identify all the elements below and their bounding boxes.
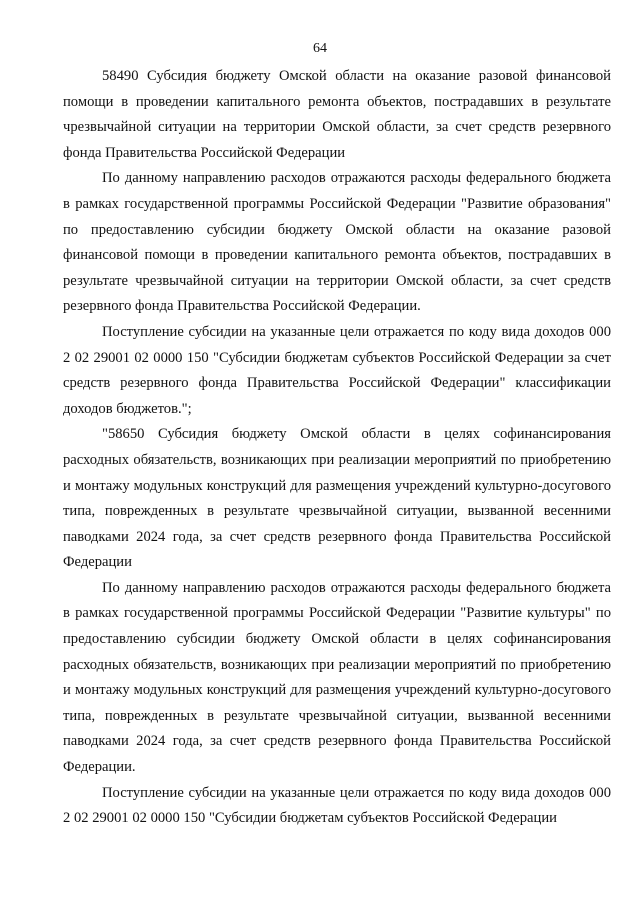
paragraph-subsidy-58650-title: "58650 Субсидия бюджету Омской области в целях софинансирования расходных обязательств, возникающих при реализации мероприятий по приобретению и монтажу модульных конструкций для размещения учреждений культурно-досугового типа, поврежденных в результате чрезвычайной ситуации, вызванной весенними паводками 2024 года, за счет средств резервного фонда Правительства Российской Федерации xyxy=(63,426,611,571)
paragraph-subsidy-58490-revenue-code: Поступление субсидии на указанные цели отражается по коду вида доходов 000 2 02 29001 02 0000 150 "Субсидии бюджетам субъектов Российской Федерации за счет средств резервного фонда Правительства Российской Федерации" классификации доходов бюджетов."; xyxy=(63,323,611,417)
paragraph-subsidy-58650-description: По данному направлению расходов отражаются расходы федерального бюджета в рамках государственной программы Российской Федерации "Развитие культуры" по предоставлению субсидии бюджету Омской области в целях софинансирования расходных обязательств, возникающих при реализации мероприятий по приобретению и монтажу модульных конструкций для размещения учреждений культурно-досугового типа, поврежденных в результате чрезвычайной ситуации, вызванной весенними паводками 2024 года, за счет средств резервного фонда Правительства Российской Федерации. xyxy=(63,579,611,776)
page-number: 64 xyxy=(313,41,327,56)
paragraph-subsidy-58490-description: По данному направлению расходов отражаются расходы федерального бюджета в рамках государственной программы Российской Федерации "Развитие образования" по предоставлению субсидии бюджету Омской области на оказание разовой финансовой помощи в проведении капитального ремонта объектов, пострадавших в результате чрезвычайной ситуации на территории Омской области, за счет средств резервного фонда Правительства Российской Федерации. xyxy=(63,170,611,315)
document-body xyxy=(63,64,611,832)
paragraph-subsidy-58650-revenue-code: Поступление субсидии на указанные цели отражается по коду вида доходов 000 2 02 29001 02 0000 150 "Субсидии бюджетам субъектов Российской Федерации xyxy=(63,784,611,827)
paragraph-subsidy-58490-title: 58490 Субсидия бюджету Омской области на оказание разовой финансовой помощи в проведении капитального ремонта объектов, пострадавших в результате чрезвычайной ситуации на территории Омской области, за счет средств резервного фонда Правительства Российской Федерации xyxy=(63,68,611,161)
